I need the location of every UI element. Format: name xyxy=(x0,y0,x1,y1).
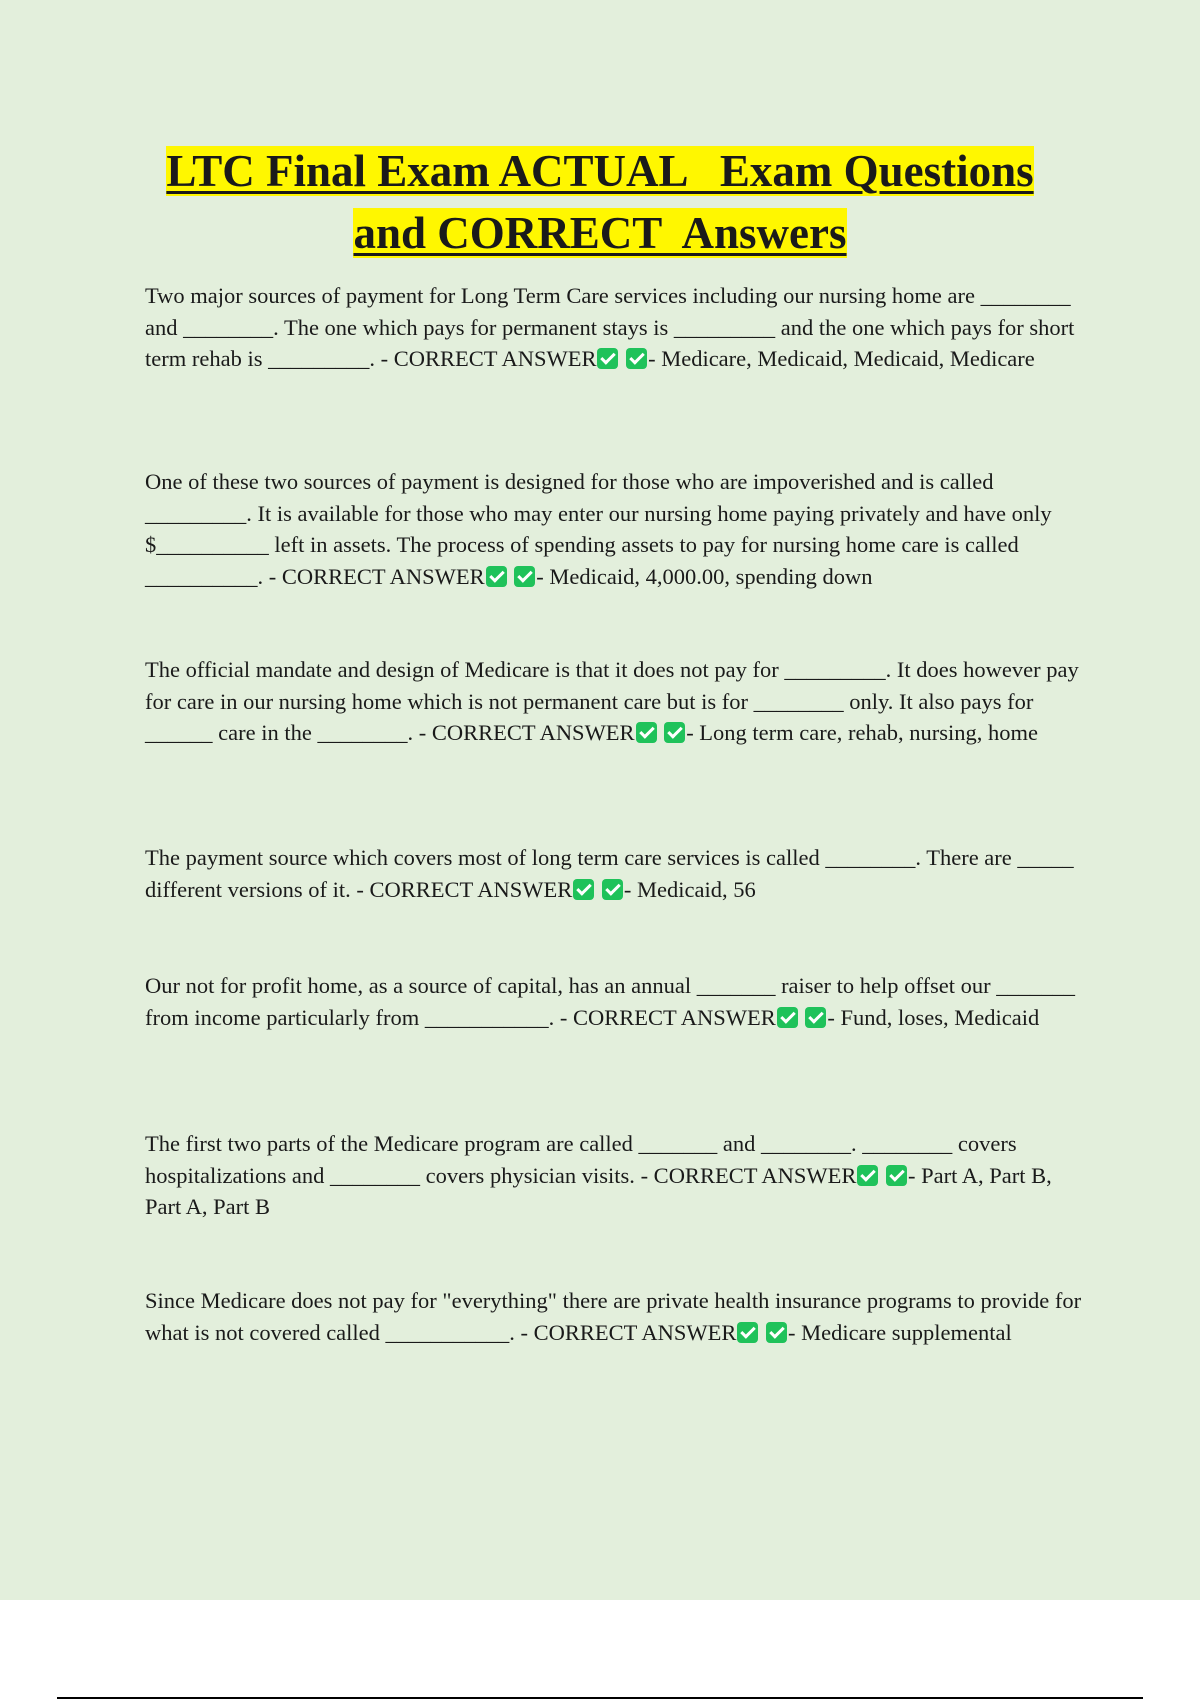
qa-item xyxy=(145,1128,1085,1223)
green-checkbox-icon xyxy=(737,1322,758,1343)
green-checkbox-icon xyxy=(777,1007,798,1028)
answer-text: - Medicare supplemental xyxy=(788,1319,1012,1345)
qa-item xyxy=(145,842,1085,905)
answer-text: - Medicare, Medicaid, Medicaid, Medicare xyxy=(648,346,1035,371)
correct-answer-label: - CORRECT ANSWER xyxy=(514,1319,737,1345)
answer-text: - Part A, Part B, Part A, Part B xyxy=(145,1162,1052,1219)
question-text: The first two parts of the Medicare program are called _______ and ________. ________ covers hospitalizations and ________ covers physician visits. xyxy=(145,1131,1017,1188)
green-checkbox-icon xyxy=(857,1165,878,1186)
answer-text: - Fund, loses, Medicaid xyxy=(827,1004,1040,1030)
page-title xyxy=(0,140,1200,264)
title-line-1: LTC Final Exam ACTUAL Exam Questions xyxy=(166,146,1034,196)
answer-text: - Medicaid, 4,000.00, spending down xyxy=(536,563,873,589)
question-text: Two major sources of payment for Long Term Care services including our nursing home are ________ and ________. The one which pays for permanent stays is _________ and the one which pays for short term rehab is _________. xyxy=(145,283,1075,371)
green-checkbox-icon xyxy=(886,1165,907,1186)
answer-text: - Long term care, rehab, nursing, home xyxy=(686,720,1038,745)
correct-answer-label: - CORRECT ANSWER xyxy=(374,346,597,371)
green-checkbox-icon xyxy=(626,348,647,369)
footer-divider xyxy=(57,1697,1143,1699)
green-checkbox-icon xyxy=(766,1322,787,1343)
correct-answer-label: - CORRECT ANSWER xyxy=(554,1004,776,1030)
green-checkbox-icon xyxy=(602,879,623,900)
correct-answer-label: - CORRECT ANSWER xyxy=(634,1162,857,1188)
question-text: The official mandate and design of Medicare is that it does not pay for _________. It does however pay for care in our nursing home which is not permanent care but is for ________ only. It also pays for ______ care in the ________. xyxy=(145,657,1079,745)
correct-answer-label: - CORRECT ANSWER xyxy=(263,563,485,589)
green-checkbox-icon xyxy=(514,566,535,587)
question-text: The payment source which covers most of long term care services is called ________. There are _____ different versions of it. xyxy=(145,845,1074,902)
qa-item xyxy=(145,654,1085,749)
question-text: Our not for profit home, as a source of capital, has an annual _______ raiser to help offset our _______ from income particularly from ___________. xyxy=(145,973,1075,1030)
question-text: Since Medicare does not pay for "everything" there are private health insurance programs to provide for what is not covered called ___________. xyxy=(145,1288,1082,1345)
green-checkbox-icon xyxy=(573,879,594,900)
green-checkbox-icon xyxy=(597,348,618,369)
green-checkbox-icon xyxy=(486,566,507,587)
correct-answer-label: - CORRECT ANSWER xyxy=(413,720,635,745)
qa-item xyxy=(145,970,1085,1033)
qa-item xyxy=(145,280,1085,375)
question-text: One of these two sources of payment is designed for those who are impoverished and is called _________. It is available for those who may enter our nursing home paying privately and have only $__________ left in assets. The process of spending assets to pay for nursing home care is called __________. xyxy=(145,469,1052,589)
qa-item xyxy=(145,1285,1085,1348)
answer-text: - Medicaid, 56 xyxy=(623,876,756,902)
qa-item xyxy=(145,466,1085,592)
green-checkbox-icon xyxy=(636,722,657,743)
correct-answer-label: - CORRECT ANSWER xyxy=(350,876,573,902)
green-checkbox-icon xyxy=(664,722,685,743)
title-line-2: and CORRECT Answers xyxy=(353,208,847,258)
green-checkbox-icon xyxy=(805,1007,826,1028)
